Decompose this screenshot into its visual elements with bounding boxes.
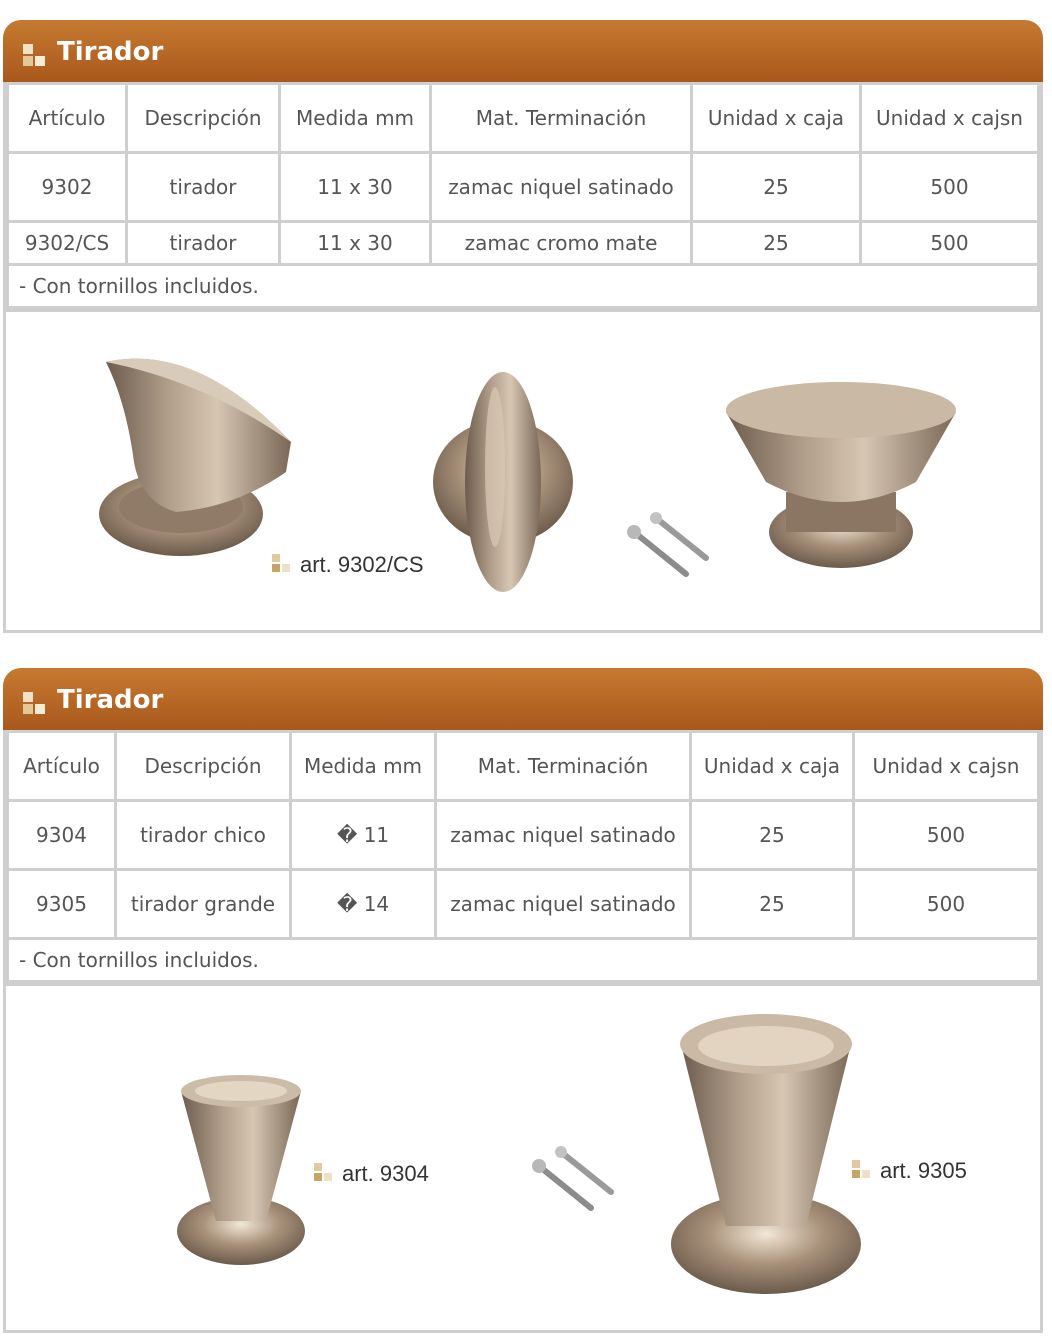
- table-header-row: [9, 85, 1037, 151]
- cell-unidad-caja: 25: [692, 871, 852, 937]
- knob-front-image: [431, 367, 581, 597]
- cell-unidad-cajsn: 500: [862, 154, 1037, 220]
- label-squares-icon: [272, 554, 292, 574]
- cell-articulo: 9302/CS: [9, 223, 125, 263]
- column-header: Unidad x cajsn: [862, 85, 1037, 151]
- section-title: Tirador: [57, 685, 164, 715]
- header-squares-icon: [23, 692, 47, 716]
- screws-image: [531, 1146, 621, 1216]
- column-header: Medida mm: [292, 733, 434, 799]
- article-label: [852, 1158, 967, 1184]
- cell-articulo: 9305: [9, 871, 114, 937]
- section-header: [3, 20, 1043, 82]
- column-header: Unidad x caja: [692, 733, 852, 799]
- cell-material: zamac niquel satinado: [437, 802, 689, 868]
- cell-descripcion: tirador: [128, 223, 278, 263]
- knob-side-image: [86, 342, 306, 572]
- cell-medida: 11 x 30: [281, 223, 429, 263]
- cell-articulo: 9304: [9, 802, 114, 868]
- article-label-text: art. 9304: [342, 1161, 429, 1186]
- column-header: Artículo: [9, 85, 125, 151]
- note-text: - Con tornillos incluidos.: [9, 940, 1037, 980]
- cell-medida: � 11: [292, 802, 434, 868]
- cell-descripcion: tirador: [128, 154, 278, 220]
- column-header: Unidad x caja: [693, 85, 859, 151]
- product-table: [3, 730, 1043, 986]
- cell-unidad-cajsn: 500: [862, 223, 1037, 263]
- article-label: [314, 1161, 429, 1187]
- column-header: Artículo: [9, 733, 114, 799]
- section-header: [3, 668, 1043, 730]
- product-table: [3, 82, 1043, 312]
- cell-unidad-cajsn: 500: [855, 871, 1037, 937]
- knob-small-image: [171, 1071, 311, 1271]
- table-row: [9, 223, 1037, 263]
- cell-unidad-caja: 25: [693, 223, 859, 263]
- product-photo-area: [3, 986, 1043, 1333]
- cell-unidad-caja: 25: [693, 154, 859, 220]
- product-section-1: [3, 20, 1043, 633]
- cell-descripcion: tirador chico: [117, 802, 289, 868]
- column-header: Descripción: [117, 733, 289, 799]
- note-row: [9, 940, 1037, 980]
- table-row: [9, 154, 1037, 220]
- section-title: Tirador: [57, 37, 164, 67]
- label-squares-icon: [852, 1160, 872, 1180]
- column-header: Descripción: [128, 85, 278, 151]
- note-text: - Con tornillos incluidos.: [9, 266, 1037, 306]
- table-row: [9, 871, 1037, 937]
- column-header: Medida mm: [281, 85, 429, 151]
- cell-medida: � 14: [292, 871, 434, 937]
- cell-unidad-caja: 25: [692, 802, 852, 868]
- header-squares-icon: [23, 44, 47, 68]
- column-header: Unidad x cajsn: [855, 733, 1037, 799]
- cell-material: zamac cromo mate: [432, 223, 690, 263]
- product-photo-area: [3, 312, 1043, 633]
- cell-material: zamac niquel satinado: [432, 154, 690, 220]
- label-squares-icon: [314, 1163, 334, 1183]
- article-label: [272, 552, 424, 578]
- article-label-text: art. 9302/CS: [300, 552, 424, 577]
- cell-medida: 11 x 30: [281, 154, 429, 220]
- knob-large-image: [661, 1006, 871, 1306]
- column-header: Mat. Terminación: [432, 85, 690, 151]
- cell-unidad-cajsn: 500: [855, 802, 1037, 868]
- cell-material: zamac niquel satinado: [437, 871, 689, 937]
- knob-back-image: [716, 372, 966, 572]
- table-header-row: [9, 733, 1037, 799]
- product-section-2: [3, 668, 1043, 1333]
- cell-articulo: 9302: [9, 154, 125, 220]
- column-header: Mat. Terminación: [437, 733, 689, 799]
- table-row: [9, 802, 1037, 868]
- screws-image: [626, 512, 716, 582]
- cell-descripcion: tirador grande: [117, 871, 289, 937]
- note-row: [9, 266, 1037, 306]
- article-label-text: art. 9305: [880, 1158, 967, 1183]
